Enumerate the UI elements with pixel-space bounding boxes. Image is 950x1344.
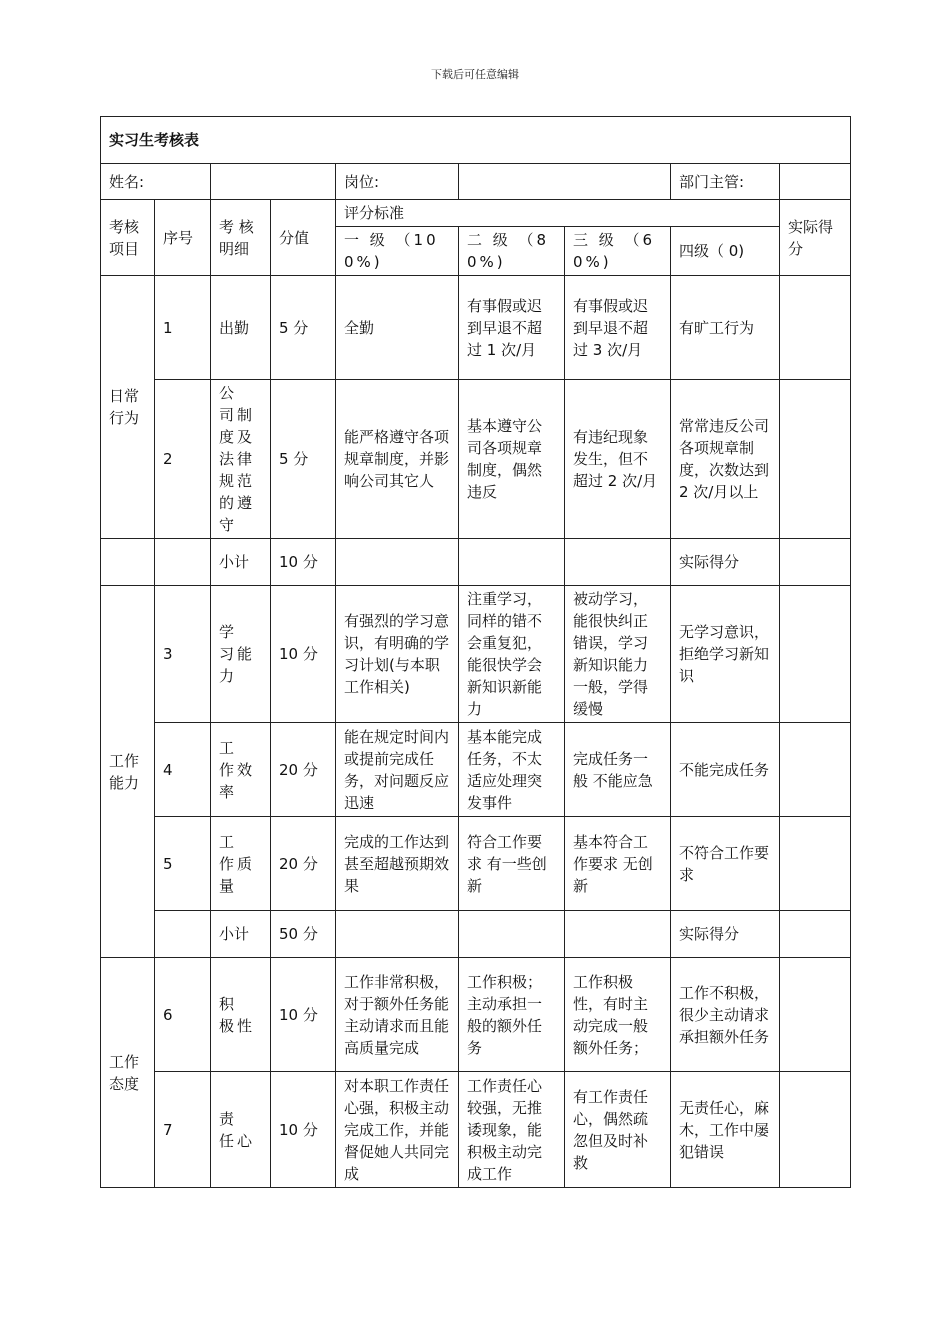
table-row: [101, 586, 851, 723]
row-level2: 有事假或迟到早退不超过 1 次/月: [459, 276, 565, 380]
form-title: 实习生考核表: [101, 117, 851, 164]
row-detail: 公 司制 度及 法律 规范 的遵守: [211, 380, 271, 539]
subtotal-actual-label: 实际得分: [671, 911, 780, 958]
row-level3: 有工作责任心，偶然疏忽但及时补救: [565, 1072, 671, 1188]
row-level4: 常常违反公司各项规章制度，次数达到 2 次/月以上: [671, 380, 780, 539]
row-detail: 工 作效率: [211, 723, 271, 817]
col-header-seq: 序号: [155, 200, 211, 276]
row-actual[interactable]: [780, 723, 851, 817]
row-level3: 完成任务一般 不能应急: [565, 723, 671, 817]
row-level4: 工作不积极，很少主动请求承担额外任务: [671, 958, 780, 1072]
subtotal-score: 10 分: [271, 539, 336, 586]
table-row: [101, 723, 851, 817]
row-level1: 能在规定时间内或提前完成任务，对问题反应迅速: [336, 723, 459, 817]
post-label: 岗位:: [336, 164, 459, 200]
row-seq: 6: [155, 958, 211, 1072]
empty-cell: [101, 539, 155, 586]
row-actual[interactable]: [780, 276, 851, 380]
row-level4: 无责任心，麻木，工作中屡犯错误: [671, 1072, 780, 1188]
row-detail: 出勤: [211, 276, 271, 380]
empty-cell: [336, 539, 459, 586]
row-level3: 被动学习，能很快纠正错误，学习新知识能力一般，学得缓慢: [565, 586, 671, 723]
row-level1: 能严格遵守各项规章制度，并影响公司其它人: [336, 380, 459, 539]
row-level4: 有旷工行为: [671, 276, 780, 380]
empty-cell: [459, 539, 565, 586]
row-seq: 5: [155, 817, 211, 911]
empty-cell: [459, 911, 565, 958]
table-row: [101, 958, 851, 1072]
col-header-level1: 一 级 （100%): [336, 227, 459, 276]
col-header-category: 考核项目: [101, 200, 155, 276]
row-level2: 基本能完成任务，不太适应处理突发事件: [459, 723, 565, 817]
row-level1: 工作非常积极，对于额外任务能主动请求而且能高质量完成: [336, 958, 459, 1072]
table-row: [101, 1072, 851, 1188]
row-level2: 注重学习，同样的错不会重复犯，能很快学会新知识新能力: [459, 586, 565, 723]
row-level1: 全勤: [336, 276, 459, 380]
row-seq: 3: [155, 586, 211, 723]
row-level2: 工作责任心较强，无推诿现象，能积极主动完成工作: [459, 1072, 565, 1188]
row-score: 5 分: [271, 276, 336, 380]
row-level3: 有事假或迟到早退不超过 3 次/月: [565, 276, 671, 380]
row-level4: 无学习意识，拒绝学习新知识: [671, 586, 780, 723]
row-actual[interactable]: [780, 958, 851, 1072]
subtotal-label: 小计: [211, 911, 271, 958]
col-header-detail: 考 核明细: [211, 200, 271, 276]
row-score: 10 分: [271, 1072, 336, 1188]
col-header-standard: 评分标准: [336, 200, 780, 227]
row-score: 20 分: [271, 817, 336, 911]
table-row: [101, 817, 851, 911]
header-note: 下载后可任意编辑: [431, 68, 519, 81]
row-detail: 学 习能力: [211, 586, 271, 723]
col-header-level4: 四级（ 0): [671, 227, 780, 276]
row-level4: 不符合工作要求: [671, 817, 780, 911]
table-row: [101, 276, 851, 380]
row-actual[interactable]: [780, 380, 851, 539]
group-daily: 日常行为: [101, 276, 155, 539]
row-level3: 工作积极性，有时主动完成一般额外任务；: [565, 958, 671, 1072]
manager-label: 部门主管:: [671, 164, 780, 200]
intern-evaluation-table: [100, 116, 851, 1188]
row-score: 20 分: [271, 723, 336, 817]
row-score: 5 分: [271, 380, 336, 539]
subtotal-row: [101, 539, 851, 586]
empty-cell: [155, 539, 211, 586]
row-level1: 有强烈的学习意识，有明确的学习计划(与本职工作相关): [336, 586, 459, 723]
post-field[interactable]: [459, 164, 671, 200]
group-ability: 工作能力: [101, 586, 155, 958]
row-level3: 有违纪现象发生，但不超过 2 次/月: [565, 380, 671, 539]
name-field[interactable]: [211, 164, 336, 200]
row-actual[interactable]: [780, 1072, 851, 1188]
subtotal-row: [101, 911, 851, 958]
row-seq: 2: [155, 380, 211, 539]
manager-field[interactable]: [780, 164, 851, 200]
empty-cell: [336, 911, 459, 958]
row-level1: 对本职工作责任心强，积极主动完成工作，并能督促她人共同完成: [336, 1072, 459, 1188]
row-score: 10 分: [271, 586, 336, 723]
row-detail: 积 极性: [211, 958, 271, 1072]
row-level3: 基本符合工作要求 无创新: [565, 817, 671, 911]
row-level2: 符合工作要求 有一些创新: [459, 817, 565, 911]
row-actual[interactable]: [780, 817, 851, 911]
row-seq: 1: [155, 276, 211, 380]
row-level4: 不能完成任务: [671, 723, 780, 817]
row-seq: 7: [155, 1072, 211, 1188]
row-actual[interactable]: [780, 586, 851, 723]
empty-cell: [565, 539, 671, 586]
empty-cell: [155, 911, 211, 958]
row-detail: 责 任心: [211, 1072, 271, 1188]
name-label: 姓名:: [101, 164, 211, 200]
row-score: 10 分: [271, 958, 336, 1072]
subtotal-actual-value[interactable]: [780, 539, 851, 586]
row-seq: 4: [155, 723, 211, 817]
col-header-level3: 三 级 （60%): [565, 227, 671, 276]
row-level2: 基本遵守公司各项规章制度，偶然违反: [459, 380, 565, 539]
row-level2: 工作积极；主动承担一般的额外任务: [459, 958, 565, 1072]
col-header-score: 分值: [271, 200, 336, 276]
empty-cell: [565, 911, 671, 958]
subtotal-actual-value[interactable]: [780, 911, 851, 958]
col-header-level2: 二 级 （80%): [459, 227, 565, 276]
group-attitude: 工作态度: [101, 958, 155, 1188]
subtotal-score: 50 分: [271, 911, 336, 958]
subtotal-label: 小计: [211, 539, 271, 586]
col-header-actual: 实际得分: [780, 200, 851, 276]
table-row: [101, 380, 851, 539]
row-level1: 完成的工作达到甚至超越预期效果: [336, 817, 459, 911]
row-detail: 工 作质量: [211, 817, 271, 911]
subtotal-actual-label: 实际得分: [671, 539, 780, 586]
